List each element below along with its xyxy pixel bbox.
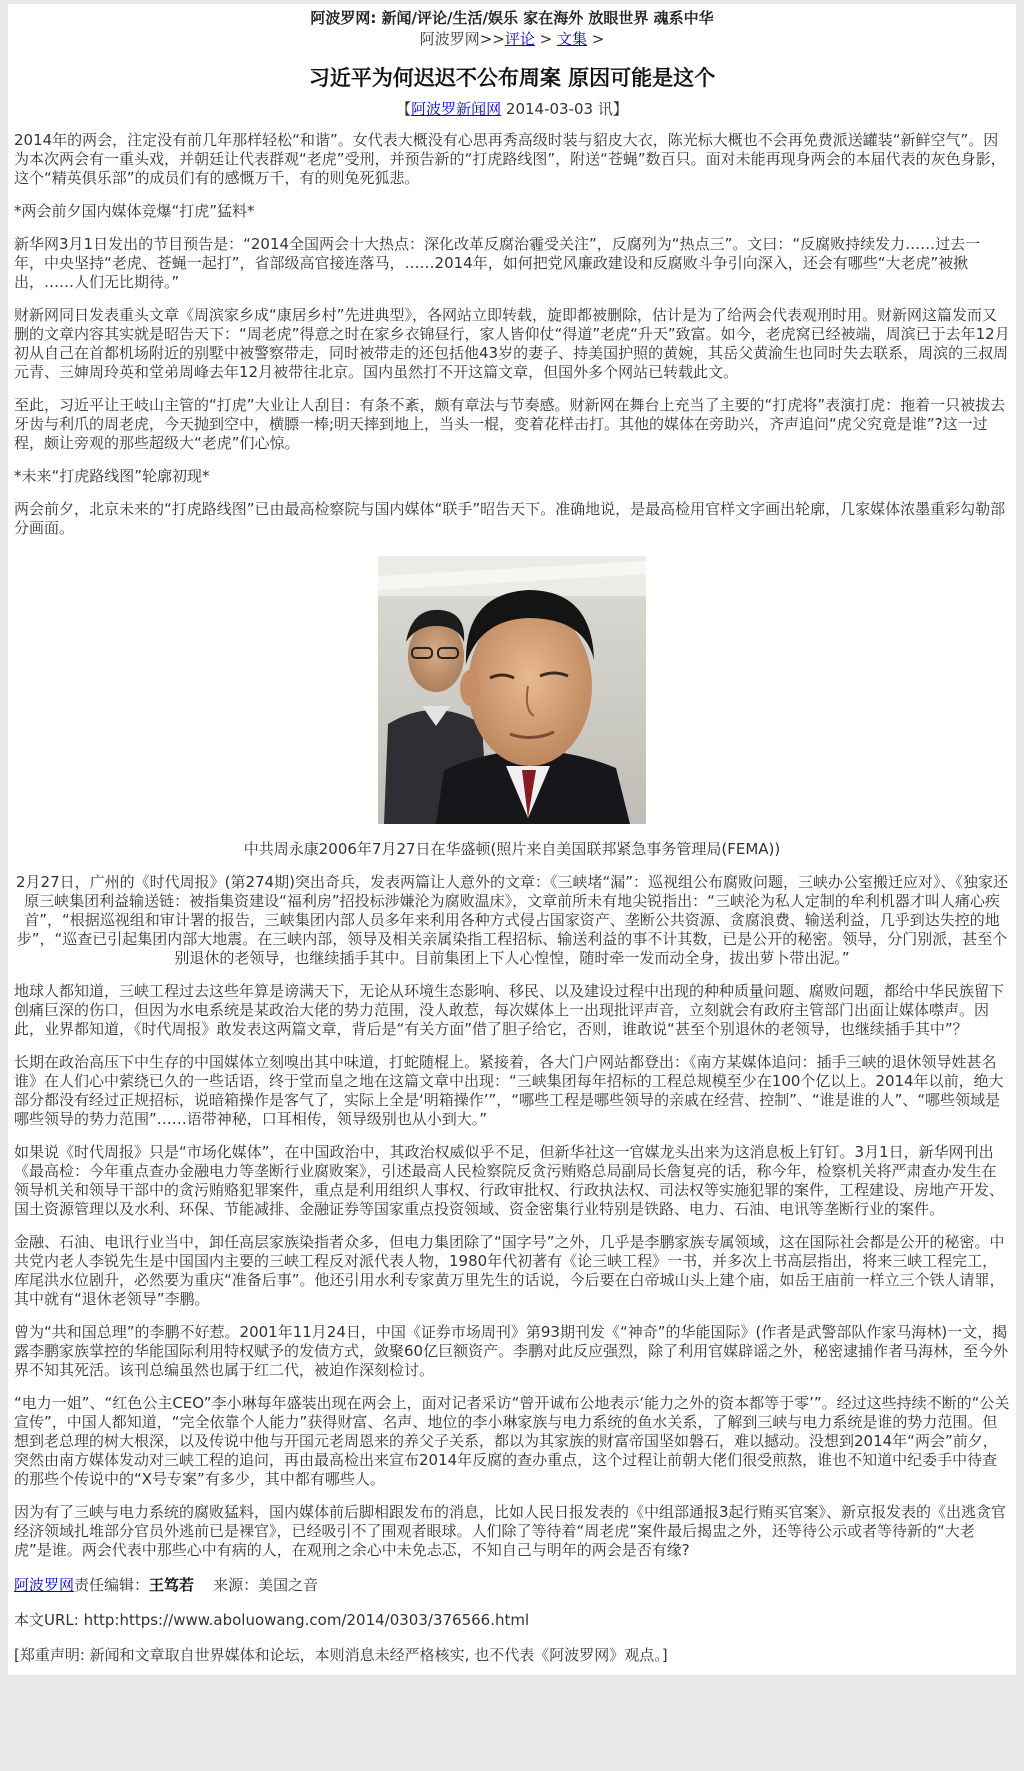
- article-paragraph: 长期在政治高压下中生存的中国媒体立刻嗅出其中味道，打蛇随棍上。紧接着，各大门户网站都登出：《南方某媒体追问：插手三峡的退休领导姓甚名谁》在人们心中萦绕已久的一些话语，终于堂而皇之地在这篇文章中出现：“三峡集团每年招标的工程总规模至少在100个亿以上。2014年以前，绝大部分都没有经过正规招标，说暗箱操作是客气了，实际上全是‘明箱操作’”，“哪些工程是哪些领导的亲戚在经营、控制”、“谁是谁的人”、“哪些领域是哪些领导的势力范围”……语带神秘，口耳相传，领导级别也从小到大。”: [14, 1053, 1004, 1128]
- byline-date: 2014-03-03 讯】: [501, 100, 628, 118]
- breadcrumb-separator: >: [534, 30, 557, 48]
- breadcrumb-separator: >: [586, 30, 605, 48]
- photo-caption: 中共周永康2006年7月27日在华盛顿(照片来自美国联邦紧急事务管理局(FEMA)): [243, 840, 781, 858]
- byline-open: 【: [396, 100, 412, 118]
- article-paragraph: 两会前夕，北京未来的“打虎路线图”已由最高检察院与国内媒体“联手”昭告天下。准确地说，是最高检用官样文字画出轮廓，几家媒体浓墨重彩勾勒部分画面。: [14, 500, 1006, 537]
- url-value: http:https://www.aboluowang.com/2014/0303/376566.html: [83, 1611, 530, 1629]
- article-paragraph-centered: 2月27日，广州的《时代周报》(第274期)突出奇兵，发表两篇让人意外的文章：《三峡堵“漏”：巡视组公布腐败问题，三峡办公室搬迁应对》、《独家还原三峡集团利益输送链：被指集资建设“福利房”招投标涉嫌沦为腐败温床》，文章前所未有地尖锐指出：“三峡沦为私人定制的牟利机器才叫人痛心疾首”，“根据巡视组和审计署的报告，三峡集团内部人员多年来利用各种方式侵占国家资产、垄断公共资源、贪腐浪费、输送利益，几乎到达失控的地步”，“巡查已引起集团内部大地震。在三峡内部，领导及相关亲属染指工程招标、输送利益的事不计其数，已是公开的秘密。领导，分门别派，甚至个别退休的老领导，也继续插手其中。目前集团上下人心惶惶，随时牵一发而动全身，拔出萝卜带出泥。”: [15, 873, 1008, 967]
- article-byline: [14, 98, 1010, 119]
- article-paragraph: “电力一姐”、“红色公主CEO”李小琳每年盛装出现在两会上，面对记者采访“曾开诚布公地表示‘能力之外的资本都等于零’”。经过这些持续不断的“公关宣传”，中国人都知道，“完全依靠个人能力”获得财富、名声、地位的李小琳家族与电力系统的鱼水关系，了解到三峡与电力系统是谁的势力范围。但想到老总理的树大根深，以及传说中他与开国元老周恩来的养父子关系，都以为其家族的财富帝国坚如磐石，难以撼动。没想到2014年“两会”前夕，突然由南方媒体发动对三峡工程的追问，再由最高检出来宣布2014年反腐的查办重点，这个过程让前朝大佬们很受煎熬，谁也不知道中纪委手中待查的那些个传说中的“X号专案”有多少，其中都有哪些人。: [14, 1394, 1010, 1488]
- article-paragraph: 如果说《时代周报》只是“市场化媒体”，在中国政治中，其政治权威似乎不足，但新华社这一官媒龙头出来为这消息板上钉钉。3月1日，新华网刊出《最高检：今年重点查办金融电力等垄断行业腐败案》，引述最高人民检察院反贪污贿赂总局副局长詹复亮的话，称今年，检察机关将严肃查办发生在领导机关和领导干部中的贪污贿赂犯罪案件，重点是利用组织人事权、行政审批权、行政执法权、司法权等实施犯罪的案件，工程建设、房地产开发、国土资源管理以及水利、环保、节能减排、金融证券等国家重点投资领域、资金密集行业特别是铁路、电力、石油、电讯等垄断行业的案件。: [14, 1143, 1005, 1218]
- article-page: [8, 4, 1016, 1675]
- article-paragraph: 至此，习近平让王岐山主管的“打虎”大业让人刮目：有条不紊，颇有章法与节奏感。财新网在舞台上充当了主要的“打虎将”表演打虎：拖着一只被拔去牙齿与利爪的周老虎，今天抛到空中，横膘一棒;明天摔到地上，当头一棍，变着花样击打。其他的媒体在旁助兴，齐声追问“虎父究竟是谁”?这一过程，颇让旁观的那些超级大“老虎”们心惊。: [14, 396, 1006, 452]
- editor-line: [14, 1574, 1010, 1595]
- source-text: 来源：美国之音: [213, 1576, 319, 1594]
- article-paragraph: 曾为“共和国总理”的李鹏不好惹。2001年11月24日，中国《证券市场周刊》第93期刊发《“神奇”的华能国际》(作者是武警部队作家马海林)一文，揭露李鹏家族掌控的华能国际利用特权赋予的发债方式，敛聚60亿巨额资产。李鹏对此反应强烈，除了利用官媒辟谣之外，秘密逮捕作者马海林，至今外界不知其死活。该刊总编虽然也属于红二代，被迫作深刻检讨。: [14, 1323, 1009, 1379]
- editor-label: 责任编辑：: [74, 1576, 150, 1594]
- section-heading: *两会前夕国内媒体竞爆“打虎”猛料*: [14, 202, 255, 220]
- article-paragraph: 因为有了三峡与电力系统的腐败猛料，国内媒体前后脚相跟发布的消息，比如人民日报发表的《中组部通报3起行贿买官案》、新京报发表的《出逃贪官经济领域扎堆部分官员外逃前已是裸官》，已经吸引不了围观者眼球。人们除了等待着“周老虎”案件最后揭盅之外，还等待公示或者等待新的“大老虎”是谁。两会代表中那些心中有病的人，在观刑之余心中未免忐忑，不知自己与明年的两会是否有缘?: [14, 1503, 1007, 1559]
- section-heading: *未来“打虎路线图”轮廓初现*: [14, 467, 210, 485]
- breadcrumb-home: 阿波罗网>>: [419, 30, 505, 48]
- disclaimer: [郑重声明: 新闻和文章取自世界媒体和论坛，本则消息未经严格核实, 也不代表《阿波罗网》观点。]: [14, 1646, 668, 1664]
- breadcrumb-link-comment[interactable]: 评论: [504, 30, 535, 48]
- article-paragraph: 财新网同日发表重头文章《周滨家乡成“康居乡村”先进典型》，各网站立即转载，旋即都被删除，估计是为了给两会代表观刑时用。财新网这篇发而又删的文章内容其实就是昭告天下：“周老虎”得意之时在家乡衣锦昼行，家人皆仰仗“得道”老虎“升天”致富。如今，老虎窝已经被端，周滨已于去年12月初从自己在首都机场附近的别墅中被警察带走，同时被带走的还包括他43岁的妻子、持美国护照的黄婉，其岳父黄渝生也同时失去联系，周滨的三叔周元青、三婶周玲英和堂弟周峰去年12月被带往北京。国内虽然打不开这篇文章，但国外多个网站已转载此文。: [14, 306, 1010, 381]
- article-title: 习近平为何迟迟不公布周案 原因可能是这个: [308, 66, 716, 90]
- article-photo: [378, 556, 646, 824]
- article-paragraph: 金融、石油、电讯行业当中，卸任高层家族染指者众多，但电力集团除了“国字号”之外，几乎是李鹏家族专属领域，这在国际社会都是公开的秘密。中共党内老人李锐先生是中国国内主要的三峡工程反对派代表人物，1980年代初著有《论三峡工程》一书，并多次上书高层指出，将来三峡工程完工，库尾洪水位剧升，必然要为重庆“准备后事”。他还引用水利专家黄万里先生的话说，今后要在白帝城山头上建个庙，如岳王庙前一样立三个铁人请罪，其中就有“退休老领导”李鹏。: [14, 1233, 1005, 1308]
- url-label: 本文URL:: [14, 1611, 84, 1629]
- article-paragraph: 地球人都知道，三峡工程过去这些年算是谤满天下，无论从环境生态影响、移民、以及建设过程中出现的种种质量问题、腐败问题，都给中华民族留下创痛巨深的伤口，但因为水电系统是某政治大佬的势力范围，没人敢惹，每次媒体上一出现批评声音，立刻就会有政府主管部门出面让媒体噤声。因此，业界都知道，《时代周报》敢发表这两篇文章，背后是“有关方面”借了胆子给它，否则，谁敢说“甚至个别退休的老领导，也继续插手其中”？: [14, 982, 1005, 1038]
- editor-name: 王笃若: [149, 1576, 195, 1594]
- site-tagline: 阿波罗网: 新闻/评论/生活/娱乐 家在海外 放眼世界 魂系中华: [310, 9, 714, 27]
- byline-source-link[interactable]: 阿波罗新闻网: [411, 100, 502, 118]
- article-paragraph: 2014年的两会，注定没有前几年那样轻松“和谐”。女代表大概没有心思再秀高级时装与貂皮大衣，陈光标大概也不会再免费派送罐装“新鲜空气”。因为本次两会有一重头戏，并朝廷让代表群观“老虎”受刑，并预告新的“打虎路线图”，附送“苍蝇”数百只。面对未能再现身两会的本届代表的灰色身影，这个“精英俱乐部”的成员们有的感慨万千，有的则兔死狐悲。: [14, 131, 1006, 187]
- photo-container: [14, 556, 1010, 824]
- editor-site-link[interactable]: 阿波罗网: [14, 1576, 75, 1594]
- article-url-line: [14, 1609, 1010, 1630]
- breadcrumb: [14, 28, 1010, 50]
- article-paragraph: 新华网3月1日发出的节目预告是：“2014全国两会十大热点：深化改革反腐治霾受关注”，反腐列为“热点三”。文曰：“反腐败持续发力……过去一年，中央坚持“老虎、苍蝇一起打”，省部级高官接连落马，……2014年，如何把党风廉政建设和反腐败斗争引向深入，还会有哪些“大老虎”被揪出，……人们无比期待。”: [14, 235, 981, 291]
- breadcrumb-link-collection[interactable]: 文集: [556, 30, 587, 48]
